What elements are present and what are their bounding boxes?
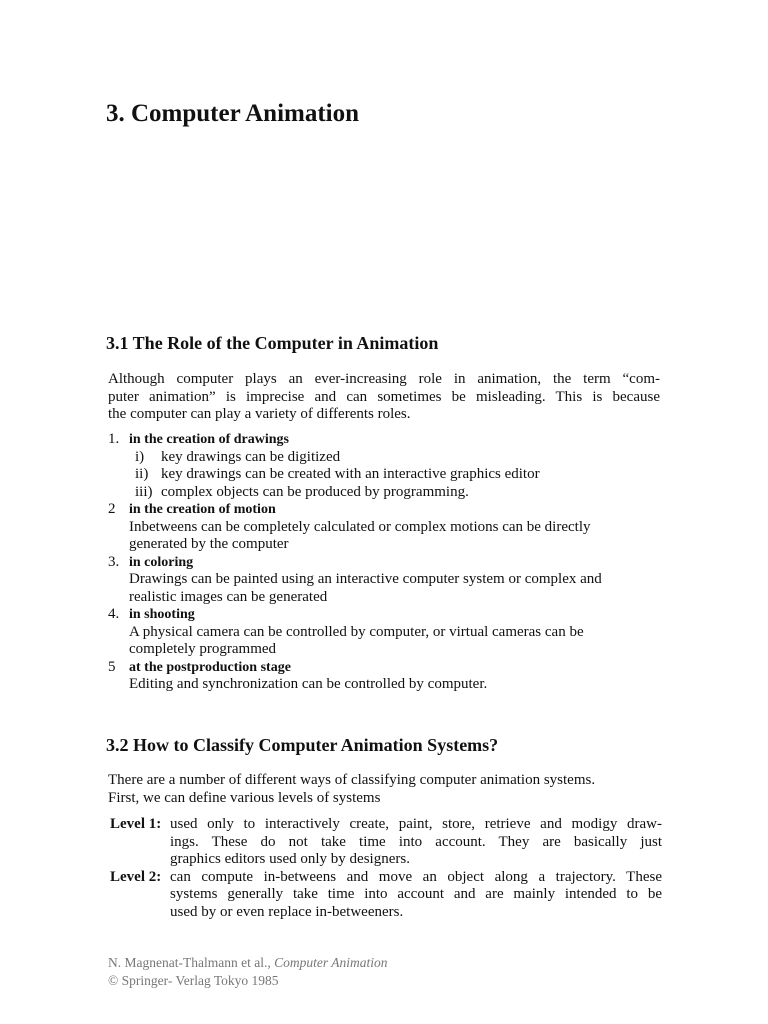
item-body-line: Editing and synchronization can be controlled by computer. — [129, 676, 488, 692]
intro-line: There are a number of different ways of classifying computer animation systems. — [108, 772, 596, 788]
footer-authors: N. Magnenat-Thalmann et al., — [108, 955, 271, 970]
level-line: systems generally take time into account and are mainly intended to be — [170, 886, 662, 902]
level-entry — [110, 816, 662, 869]
roman-numeral: ii) — [135, 466, 149, 482]
level-line: used by or even replace in-betweeners. — [170, 903, 404, 920]
item-body-line: A physical camera can be controlled by computer, or virtual cameras can be — [129, 623, 584, 640]
footer-citation — [108, 954, 387, 972]
list-item — [108, 659, 668, 694]
item-body-line: realistic images can be generated — [129, 588, 328, 605]
copyright-footer — [108, 954, 387, 990]
list-item — [108, 606, 668, 659]
item-body-line: Inbetweens can be completely calculated or complex motions can be directly — [129, 518, 591, 535]
roman-numeral: i) — [135, 448, 145, 465]
level-line: graphics editors used only by designers. — [170, 851, 410, 867]
item-title: in the creation of drawings — [129, 432, 289, 447]
level-label: Level 1: — [110, 816, 162, 832]
intro-line: the computer can play a variety of differents roles. — [108, 406, 411, 422]
list-item — [108, 501, 668, 554]
list-item — [108, 431, 668, 501]
item-title: at the postproduction stage — [129, 659, 291, 675]
chapter-title: 3. Computer Animation — [106, 100, 360, 127]
item-title: in coloring — [129, 554, 194, 570]
footer-book-title: Computer Animation — [274, 955, 388, 970]
roman-numeral: iii) — [135, 483, 153, 500]
item-number: 5 — [108, 658, 116, 675]
item-title: in shooting — [129, 607, 195, 622]
item-body-line: Drawings can be painted using an interactive computer system or complex and — [129, 571, 602, 587]
item-body-line: generated by the computer — [129, 536, 289, 552]
subitem-text: key drawings can be created with an interactive graphics editor — [161, 466, 540, 482]
intro-line: puter animation” is imprecise and can sometimes be misleading. This is because — [108, 388, 660, 405]
item-number: 4. — [108, 606, 120, 622]
subitem — [129, 449, 668, 467]
level-line: can compute in-betweens and move an object along a trajectory. These — [170, 868, 662, 885]
subitem — [129, 466, 668, 484]
footer-copyright: © Springer- Verlag Tokyo 1985 — [108, 973, 279, 988]
item-title: in the creation of motion — [129, 502, 276, 517]
system-levels-list — [110, 816, 662, 921]
section-3-2-intro — [108, 772, 660, 807]
intro-line: First, we can define various levels of systems — [108, 789, 381, 806]
intro-line: Although computer plays an ever-increasing role in animation, the term “com- — [108, 371, 660, 387]
level-description — [170, 816, 662, 869]
item-number: 2 — [108, 501, 116, 517]
subitem — [129, 484, 668, 502]
level-label: Level 2: — [110, 868, 162, 885]
item-number: 3. — [108, 553, 120, 570]
computer-roles-list — [108, 431, 668, 694]
section-3-1-intro — [108, 371, 660, 424]
list-item — [108, 554, 668, 607]
section-3-2-heading: 3.2 How to Classify Computer Animation Systems? — [106, 735, 499, 755]
item-body-line: completely programmed — [129, 641, 277, 657]
subitem-text: key drawings can be digitized — [161, 448, 341, 465]
level-description — [170, 869, 662, 922]
level-entry — [110, 869, 662, 922]
section-3-1-heading: 3.1 The Role of the Computer in Animation — [106, 333, 439, 353]
item-number: 1. — [108, 431, 120, 447]
subitem-text: complex objects can be produced by programming. — [161, 483, 469, 500]
level-line: used only to interactively create, paint, store, retrieve and modigy draw- — [170, 816, 662, 832]
level-line: ings. These do not take time into account. They are basically just — [170, 833, 662, 850]
